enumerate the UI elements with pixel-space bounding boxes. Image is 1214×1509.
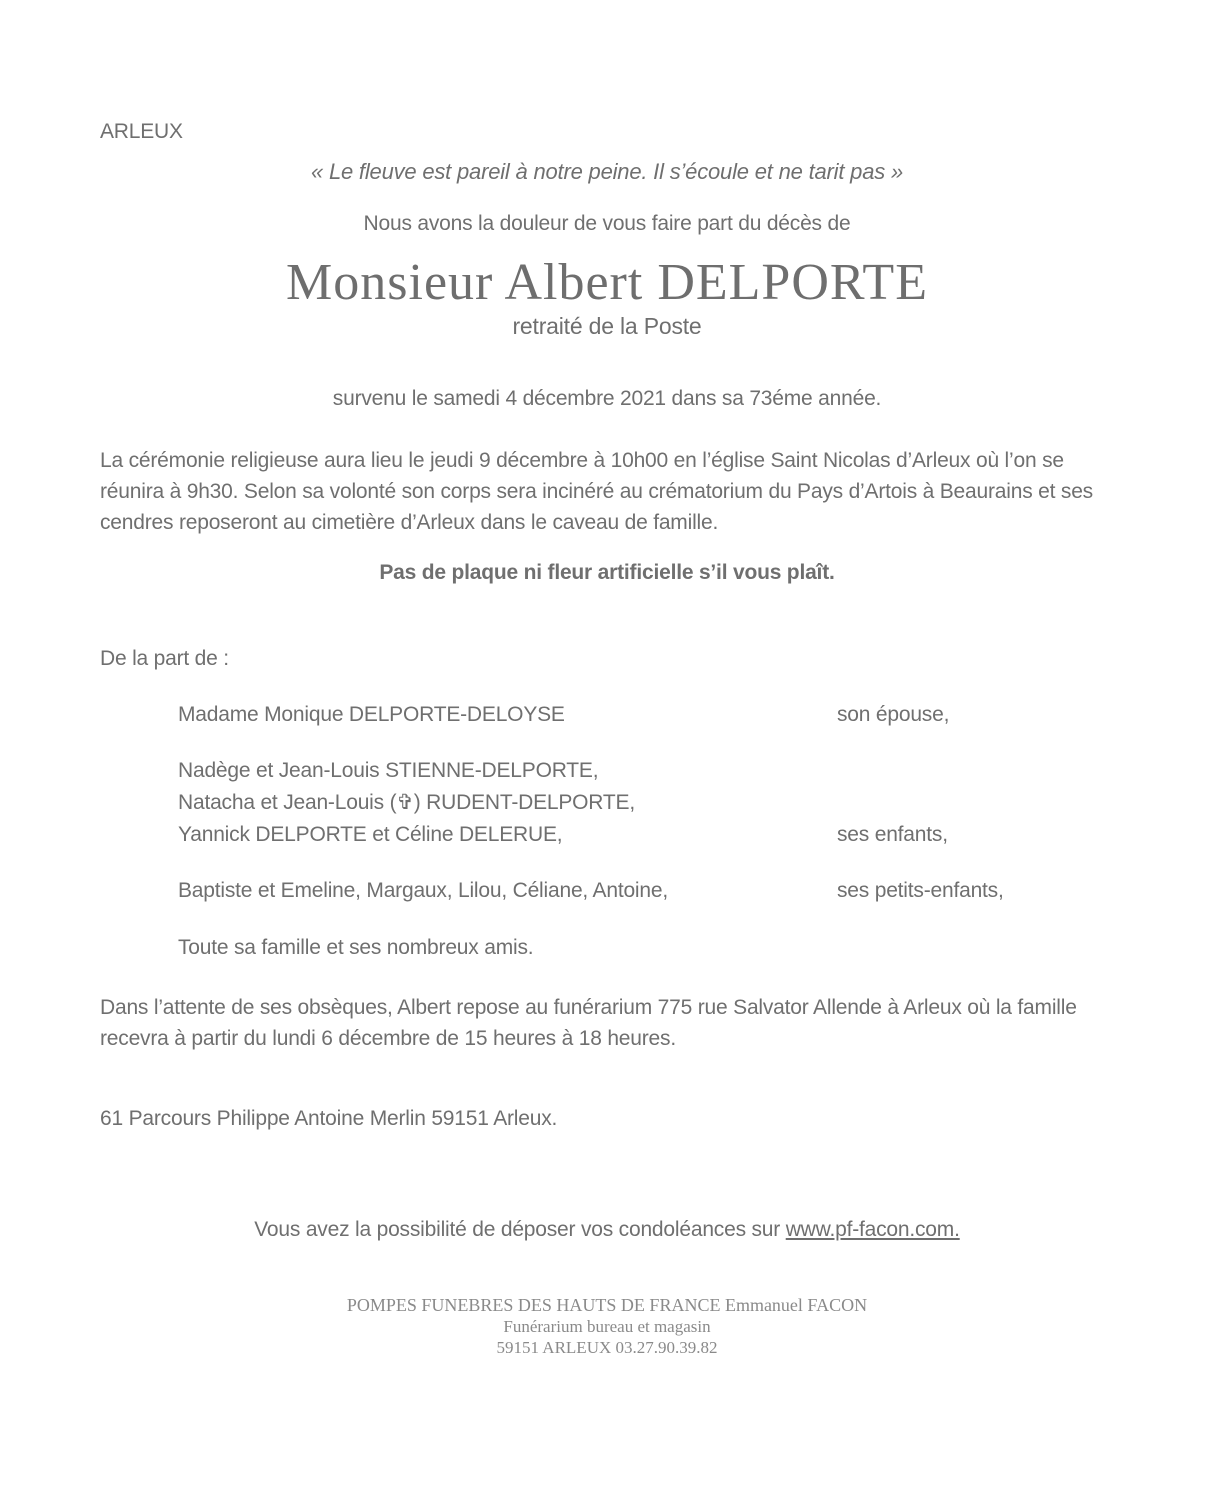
- memorial-quote: « Le fleuve est pareil à notre peine. Il s’écoule et ne tarit pas »: [311, 159, 903, 184]
- funeral-home-desc: Funérarium bureau et magasin: [503, 1317, 711, 1336]
- family-row-grandchildren: [100, 875, 1114, 907]
- no-flowers-notice: Pas de plaque ni fleur artificielle s’il vous plaît.: [379, 561, 835, 584]
- family-names: Toute sa famille et ses nombreux amis.: [178, 936, 534, 959]
- deceased-name: Monsieur Albert DELPORTE: [286, 254, 928, 311]
- funeral-home-footer: [100, 1295, 1114, 1358]
- family-row-spouse: [100, 699, 1114, 731]
- wake-paragraph: Dans l’attente de ses obsèques, Albert repose au funérarium 775 rue Salvator Allende à Arleux où la famille recevra à partir du lundi 6 décembre de 15 heures à 18 heures.: [100, 996, 1077, 1050]
- death-date-line: survenu le samedi 4 décembre 2021 dans sa 73éme année.: [332, 387, 882, 410]
- family-row-children: [100, 755, 1114, 851]
- family-names: Natacha et Jean-Louis (✞) RUDENT-DELPORTE,: [178, 791, 635, 814]
- condolences-line: [100, 1216, 1114, 1243]
- from-label: De la part de :: [100, 647, 229, 670]
- family-names: Baptiste et Emeline, Margaux, Lilou, Céliane, Antoine,: [178, 879, 668, 902]
- funeral-home-name: POMPES FUNEBRES DES HAUTS DE FRANCE Emmanuel FACON: [346, 1295, 868, 1315]
- condolences-link[interactable]: www.pf-facon.com.: [785, 1218, 960, 1241]
- relation-label: ses enfants,: [837, 823, 948, 846]
- family-names: Madame Monique DELPORTE-DELOYSE: [178, 703, 565, 726]
- family-row-friends: [100, 932, 1114, 964]
- funeral-home-contact: 59151 ARLEUX 03.27.90.39.82: [496, 1338, 718, 1357]
- family-names: Yannick DELPORTE et Céline DELERUE,: [178, 823, 563, 846]
- deceased-subtitle: retraité de la Poste: [512, 313, 702, 339]
- announcement-intro: Nous avons la douleur de vous faire part du décès de: [363, 212, 851, 235]
- ceremony-paragraph: La cérémonie religieuse aura lieu le jeudi 9 décembre à 10h00 en l’église Saint Nicolas d’Arleux où l’on se réunira à 9h30. Selon sa volonté son corps sera incinéré au crématorium du Pays d’Artois à Beaurains et ses cendres reposeront au cimetière d’Arleux dans le caveau de famille.: [100, 449, 1093, 534]
- relation-label: son épouse,: [837, 703, 950, 726]
- address-line: 61 Parcours Philippe Antoine Merlin 59151 Arleux.: [100, 1107, 558, 1130]
- family-names: Nadège et Jean-Louis STIENNE-DELPORTE,: [178, 759, 599, 782]
- relation-label: ses petits-enfants,: [837, 879, 1004, 902]
- city-label: ARLEUX: [100, 120, 183, 143]
- condolences-text: Vous avez la possibilité de déposer vos condoléances sur: [254, 1218, 786, 1241]
